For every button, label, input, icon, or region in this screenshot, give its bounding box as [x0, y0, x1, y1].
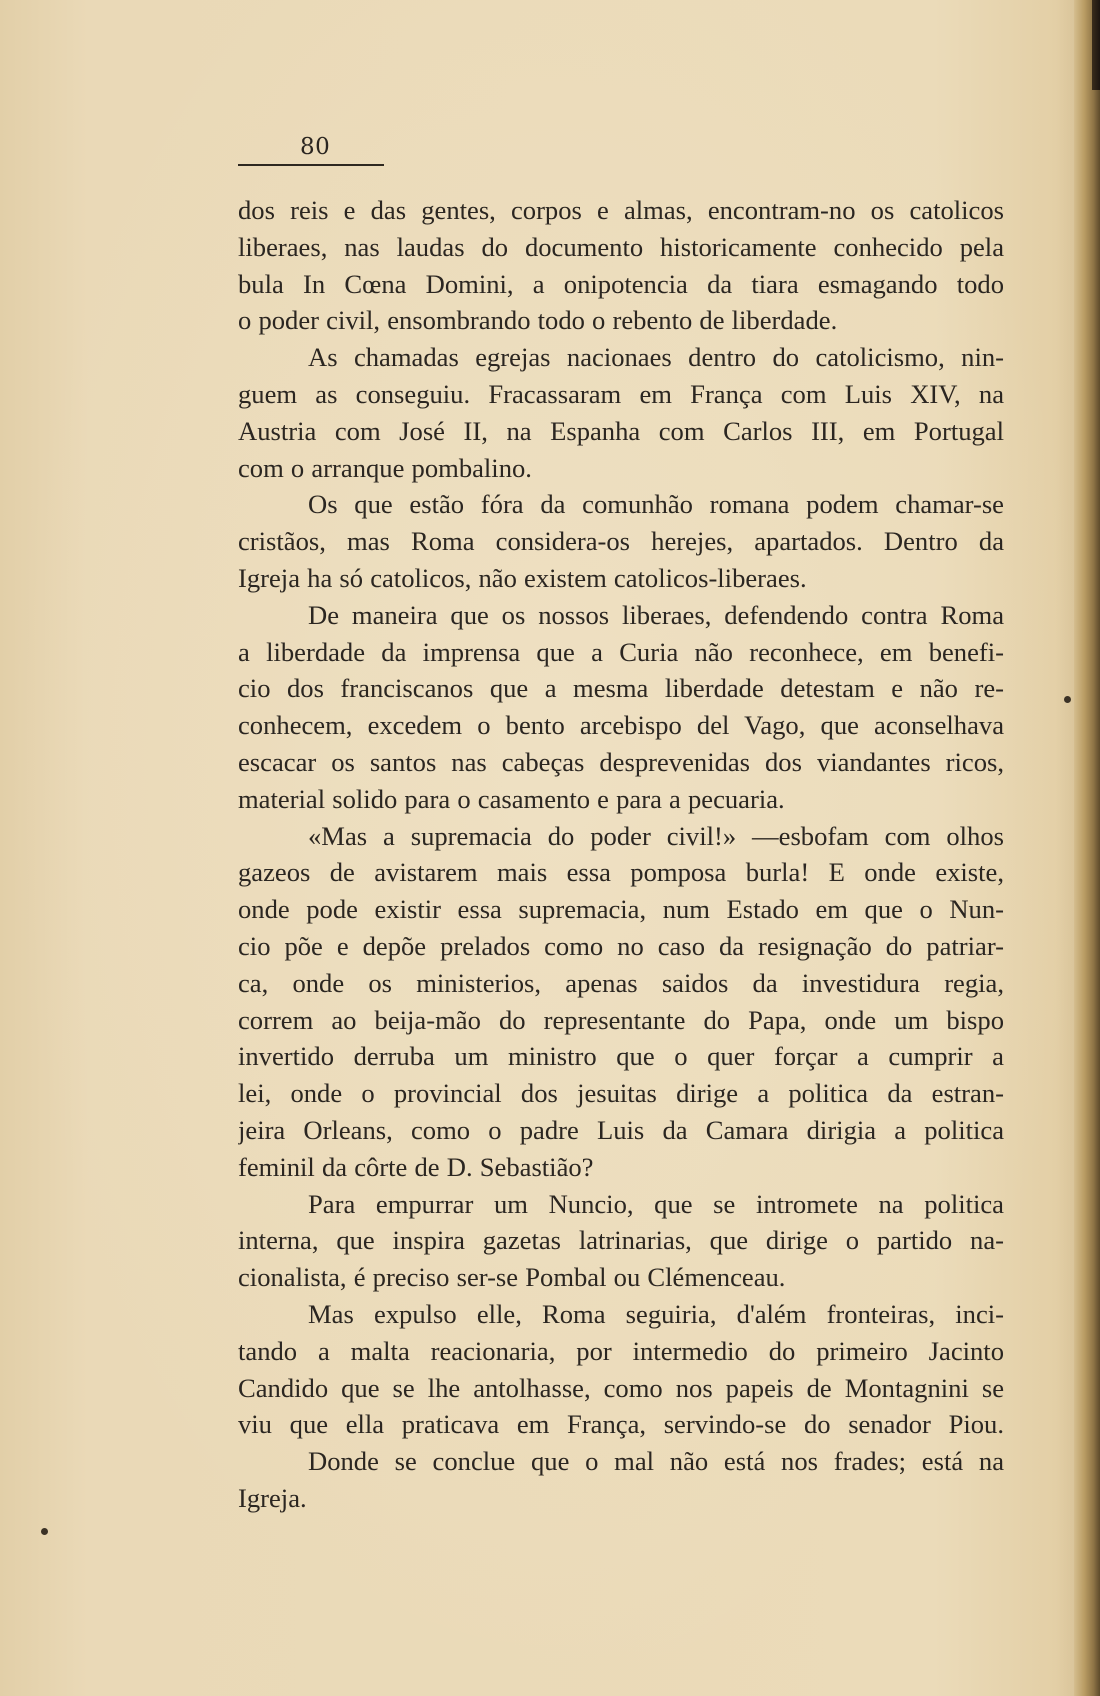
- text-line: escacar os santos nas cabeças desprevenidas dos viandantes ricos,: [238, 746, 1004, 777]
- page-number: 80: [300, 134, 331, 160]
- text-line: lei, onde o provincial dos jesuitas dirige a politica da estran-: [238, 1078, 1004, 1109]
- text-line: «Mas a supremacia do poder civil!» —esbofam com olhos: [308, 820, 1004, 851]
- text-line: Igreja.: [238, 1482, 307, 1513]
- text-line: Austria com José II, na Espanha com Carlos III, em Portugal: [238, 415, 1004, 446]
- text-line: Igreja ha só catolicos, não existem catolicos-liberaes.: [238, 562, 807, 593]
- text-line: De maneira que os nossos liberaes, defendendo contra Roma: [308, 599, 1004, 630]
- text-line: onde pode existir essa supremacia, num Estado em que o Nun-: [238, 894, 1004, 925]
- text-line: feminil da côrte de D. Sebastião?: [238, 1151, 594, 1182]
- text-line: guem as conseguiu. Fracassaram em França com Luis XIV, na: [238, 378, 1004, 409]
- text-line: Donde se conclue que o mal não está nos frades; está na: [308, 1446, 1004, 1477]
- text-line: As chamadas egrejas nacionaes dentro do catolicismo, nin-: [308, 342, 1004, 373]
- text-line: o poder civil, ensombrando todo o rebento de liberdade.: [238, 305, 838, 336]
- text-line: viu que ella praticava em França, servindo-se do senador Piou.: [238, 1409, 1004, 1440]
- text-line: a liberdade da imprensa que a Curia não reconhece, em benefi-: [238, 636, 1004, 667]
- body-text: [238, 192, 1004, 1517]
- text-line: com o arranque pombalino.: [238, 452, 532, 483]
- text-line: correm ao beija-mão do representante do Papa, onde um bispo: [238, 1004, 1004, 1035]
- text-line: Candido que se lhe antolhasse, como nos papeis de Montagnini se: [238, 1372, 1004, 1403]
- text-line: interna, que inspira gazetas latrinarias, que dirige o partido na-: [238, 1225, 1004, 1256]
- text-line: cio dos franciscanos que a mesma liberdade detestam e não re-: [238, 673, 1004, 704]
- book-spine-shadow: [1074, 0, 1100, 1696]
- text-line: tando a malta reacionaria, por intermedio do primeiro Jacinto: [238, 1335, 1004, 1366]
- text-line: material solido para o casamento e para a pecuaria.: [238, 783, 785, 814]
- text-line: jeira Orleans, como o padre Luis da Camara dirigia a politica: [238, 1114, 1004, 1145]
- text-line: bula In Cœna Domini, a onipotencia da tiara esmagando todo: [238, 268, 1004, 299]
- text-line: ca, onde os ministerios, apenas saidos da investidura regia,: [238, 967, 1004, 998]
- text-line: Os que estão fóra da comunhão romana podem chamar-se: [308, 489, 1004, 520]
- text-line: conhecem, excedem o bento arcebispo del Vago, que aconselhava: [238, 710, 1004, 741]
- text-line: Mas expulso elle, Roma seguiria, d'além fronteiras, inci-: [308, 1298, 1004, 1329]
- text-line: gazeos de avistarem mais essa pomposa burla! E onde existe,: [238, 857, 1004, 888]
- text-line: liberaes, nas laudas do documento historicamente conhecido pela: [238, 231, 1004, 262]
- header-rule: [238, 164, 384, 166]
- ink-speck: [1064, 696, 1071, 703]
- text-line: dos reis e das gentes, corpos e almas, encontram-no os catolicos: [238, 195, 1004, 225]
- ink-speck: [41, 1528, 48, 1535]
- text-line: cristãos, mas Roma considera-os herejes, apartados. Dentro da: [238, 526, 1004, 557]
- text-line: invertido derruba um ministro que o quer forçar a cumprir a: [238, 1041, 1004, 1072]
- text-line: cionalista, é preciso ser-se Pombal ou Clémenceau.: [238, 1262, 786, 1293]
- text-line: cio põe e depõe prelados como no caso da resignação do patriar-: [238, 930, 1004, 961]
- book-corner-shadow: [1092, 0, 1100, 90]
- text-line: Para empurrar um Nuncio, que se intromete na politica: [308, 1188, 1004, 1219]
